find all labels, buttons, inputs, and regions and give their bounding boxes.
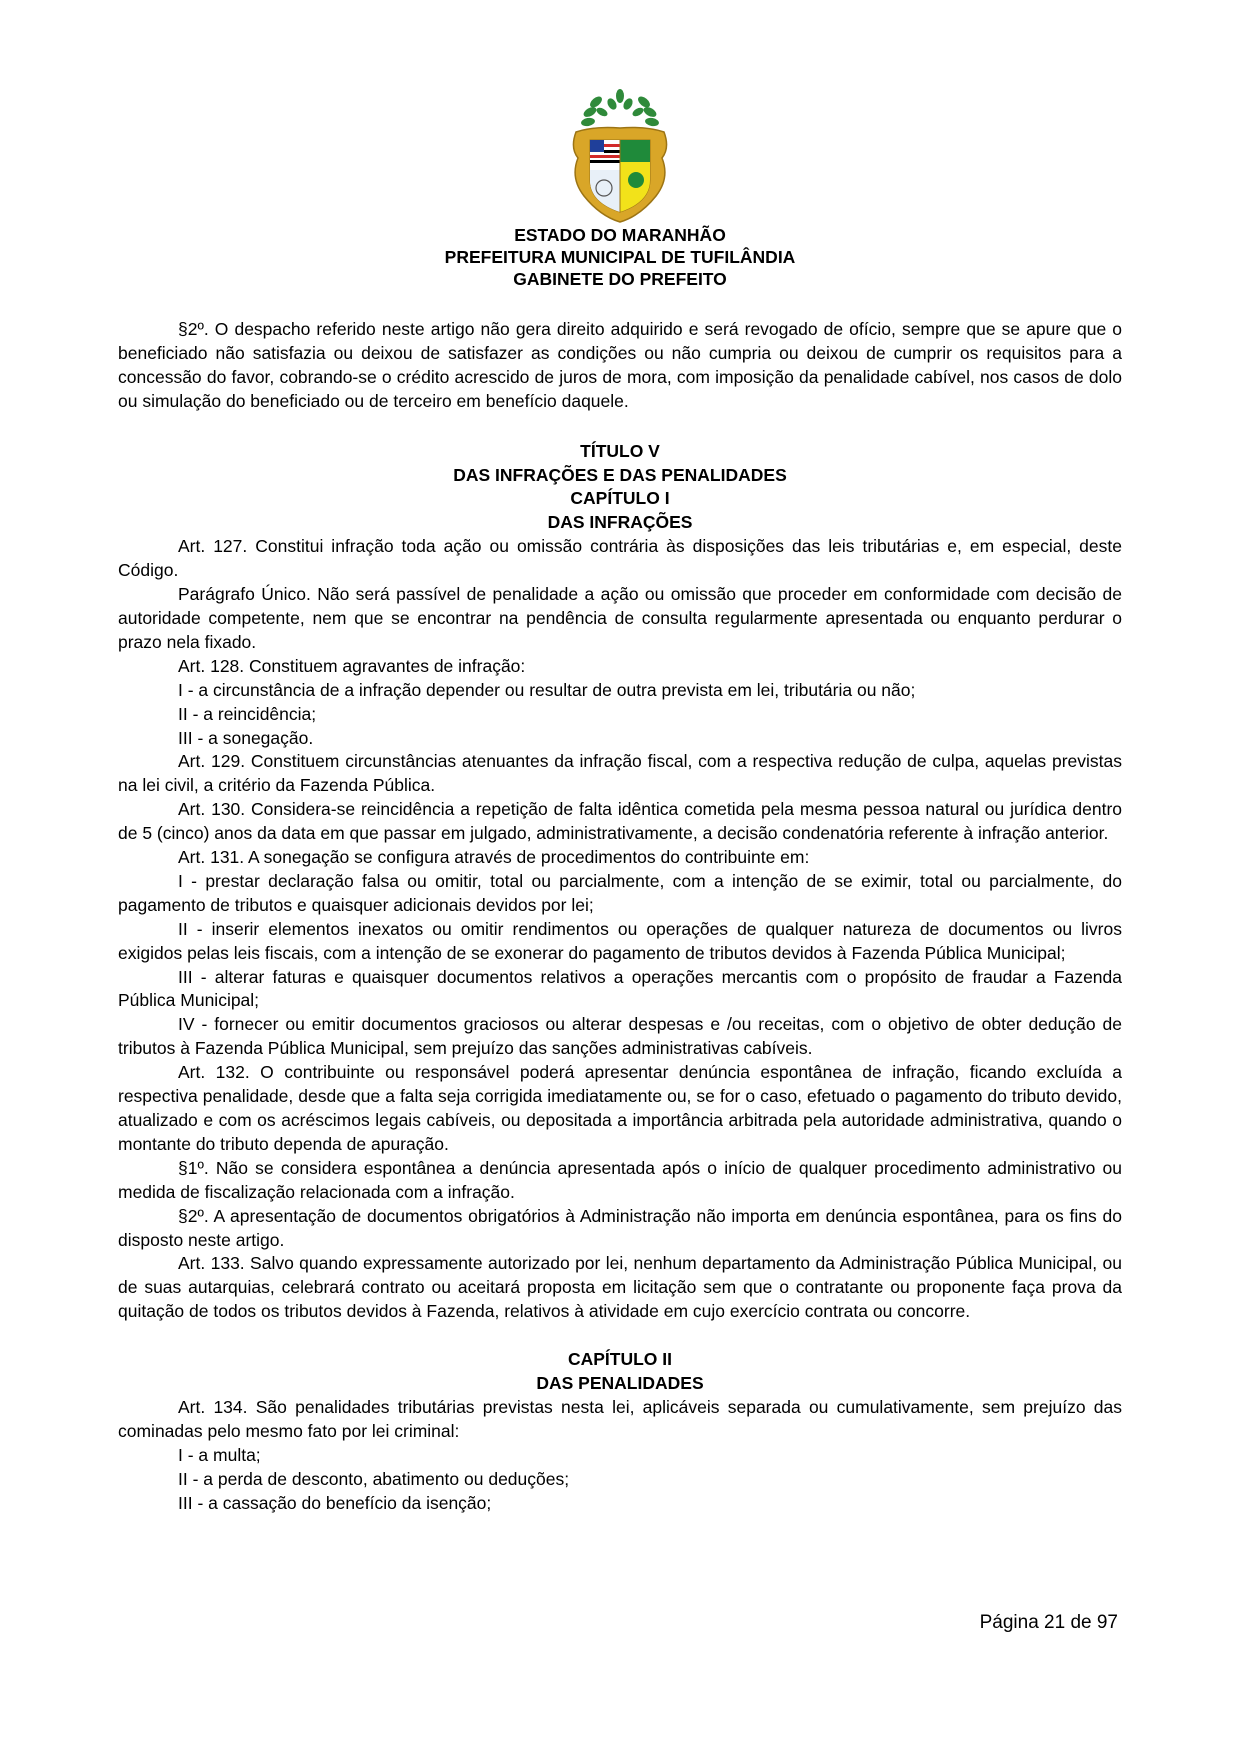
paragraph: Art. 127. Constitui infração toda ação ou omissão contrária às disposições das leis tributárias e, em especial, deste Código. — [118, 536, 1122, 581]
paragraph: Art. 131. A sonegação se configura através de procedimentos do contribuinte em: — [178, 847, 810, 868]
paragraph: §1º. Não se considera espontânea a denúncia apresentada após o início de qualquer procedimento administrativo ou medida de fiscalização relacionada com a infração. — [118, 1157, 1122, 1202]
document-header — [118, 224, 1122, 290]
paragraph: II - a reincidência; — [178, 703, 317, 724]
paragraph: Art. 133. Salvo quando expressamente autorizado por lei, nenhum departamento da Administração Pública Municipal, ou de suas autarquias, celebrará contrato ou aceitará proposta em licitação sem que o contratante ou proponente faça prova da quitação de todos os tributos devidos à Fazenda, relativos à atividade em cujo exercício contrata ou concorre. — [118, 1253, 1122, 1322]
page-number: Página 21 de 97 — [979, 1612, 1118, 1633]
section-heading: DAS INFRAÇÕES E DAS PENALIDADES — [453, 464, 787, 485]
header-state: ESTADO DO MARANHÃO — [514, 225, 726, 245]
paragraph: Art. 128. Constituem agravantes de infração: — [178, 655, 526, 676]
paragraph: Art. 129. Constituem circunstâncias atenuantes da infração fiscal, com a respectiva redução de culpa, aquelas previstas na lei civil, a critério da Fazenda Pública. — [118, 751, 1122, 796]
paragraph: Art. 132. O contribuinte ou responsável poderá apresentar denúncia espontânea de infração, ficando excluída a respectiva penalidade, desde que a falta seja corrigida imediatamente ou, se for o caso, efetuado o pagamento do tributo devido, atualizado e com os acréscimos legais cabíveis, ou depositada a importância arbitrada pela autoridade administrativa, quando o montante do tributo dependa de apuração. — [118, 1062, 1122, 1154]
paragraph: II - a perda de desconto, abatimento ou deduções; — [178, 1468, 570, 1489]
section-heading: CAPÍTULO II — [567, 1349, 673, 1370]
coat-of-arms-icon — [566, 88, 674, 224]
header-municipality: PREFEITURA MUNICIPAL DE TUFILÂNDIA — [444, 247, 796, 267]
paragraph: II - inserir elementos inexatos ou omitir rendimentos ou operações de qualquer natureza de documentos ou livros exigidos pelas leis fiscais, com a intenção de se exonerar do pagamento de tributos devidos à Fazenda Pública Municipal; — [118, 918, 1122, 963]
document-body — [118, 318, 1122, 1516]
paragraph: III - alterar faturas e quaisquer documentos relativos a operações mercantis com o propósito de fraudar a Fazenda Pública Municipal; — [118, 966, 1122, 1011]
header-office: GABINETE DO PREFEITO — [513, 269, 727, 289]
paragraph: Art. 134. São penalidades tributárias previstas nesta lei, aplicáveis separada ou cumulativamente, sem prejuízo das cominadas pelo mesmo fato por lei criminal: — [118, 1396, 1122, 1441]
section-heading: DAS INFRAÇÕES — [547, 512, 693, 533]
paragraph: §2º. O despacho referido neste artigo não gera direito adquirido e será revogado de ofício, sempre que se apure que o beneficiado não satisfazia ou deixou de satisfazer as condições ou não cumpria ou deixou de cumprir os requisitos para a concessão do favor, cobrando-se o crédito acrescido de juros de mora, com imposição da penalidade cabível, nos casos de dolo ou simulação do beneficiado ou de terceiro em benefício daquele. — [118, 319, 1122, 411]
paragraph: I - prestar declaração falsa ou omitir, total ou parcialmente, com a intenção de se eximir, total ou parcialmente, do pagamento de tributos e quaisquer adicionais devidos por lei; — [118, 870, 1122, 915]
paragraph: I - a circunstância de a infração depender ou resultar de outra prevista em lei, tributária ou não; — [178, 679, 916, 700]
paragraph: III - a sonegação. — [178, 727, 314, 748]
paragraph: I - a multa; — [178, 1444, 261, 1465]
section-heading: TÍTULO V — [580, 440, 660, 461]
paragraph: IV - fornecer ou emitir documentos graciosos ou alterar despesas e /ou receitas, com o objetivo de obter dedução de tributos à Fazenda Pública Municipal, sem prejuízo das sanções administrativas cabíveis. — [118, 1014, 1122, 1059]
section-heading: CAPÍTULO I — [570, 488, 670, 509]
paragraph: III - a cassação do benefício da isenção; — [178, 1492, 492, 1513]
paragraph: Art. 130. Considera-se reincidência a repetição de falta idêntica cometida pela mesma pessoa natural ou jurídica dentro de 5 (cinco) anos da data em que passar em julgado, administrativamente, a decisão condenatória referente à infração anterior. — [118, 799, 1122, 844]
paragraph: §2º. A apresentação de documentos obrigatórios à Administração não importa em denúncia espontânea, para os fins do disposto neste artigo. — [118, 1205, 1122, 1250]
section-heading: DAS PENALIDADES — [536, 1373, 704, 1394]
paragraph: Parágrafo Único. Não será passível de penalidade a ação ou omissão que proceder em conformidade com decisão de autoridade competente, nem que se encontrar na pendência de consulta regularmente apresentada ou enquanto perdurar o prazo nela fixado. — [118, 584, 1122, 652]
